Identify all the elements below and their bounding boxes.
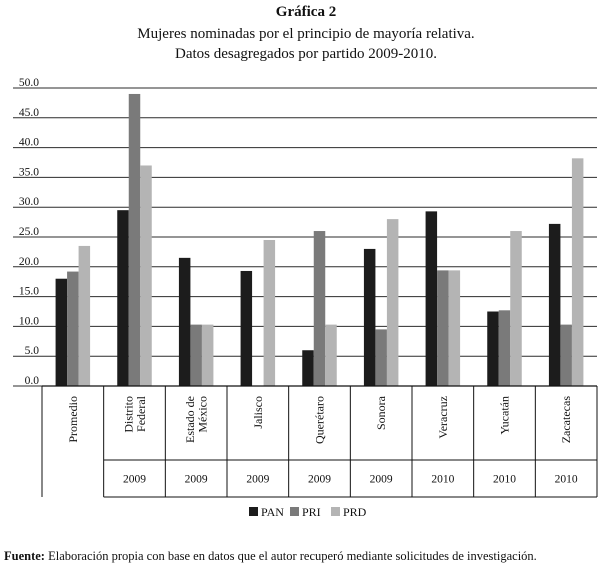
bar-prd	[140, 165, 152, 386]
bar-prd	[387, 219, 399, 386]
year-label: 2010	[493, 473, 516, 486]
legend-swatch-pan	[249, 507, 258, 516]
legend-swatch-pri	[290, 507, 299, 516]
year-label: 2009	[308, 473, 331, 486]
source-label: Fuente:	[4, 549, 45, 563]
year-label: 2009	[246, 473, 270, 486]
source-text: Elaboración propia con base en datos que el autor recuperó mediante solicitudes de investigación.	[44, 549, 537, 563]
bar-prd	[202, 325, 214, 386]
y-tick-label: 15.0	[18, 285, 39, 298]
chart-subtitle: Datos desagregados por partido 2009-2010.	[174, 46, 438, 62]
bar-pan	[241, 271, 253, 386]
source-note	[4, 549, 537, 564]
category-label: Querétaro	[312, 396, 327, 444]
bar-pan	[302, 350, 314, 386]
bar-pan	[426, 211, 438, 386]
y-tick-label: 30.0	[18, 196, 39, 209]
bar-pan	[56, 279, 67, 386]
year-label: 2009	[184, 473, 208, 486]
bar-pri	[560, 325, 572, 386]
category-label: Estado de	[182, 396, 197, 443]
y-tick-label: 5.0	[24, 345, 39, 358]
bar-pri	[314, 231, 326, 386]
bar-pan	[364, 249, 376, 386]
bar-pri	[129, 94, 141, 386]
category-label: Zacatecas	[559, 396, 574, 444]
category-label: Sonora	[374, 396, 389, 430]
legend-label: PRD	[343, 505, 367, 519]
bar-pri	[437, 270, 449, 386]
bar-pan	[549, 224, 561, 386]
y-tick-label: 25.0	[18, 226, 39, 238]
bar-pan	[179, 258, 191, 386]
year-label: 2010	[431, 473, 455, 486]
legend-label: PAN	[261, 505, 284, 519]
year-label: 2010	[554, 473, 578, 486]
bar-prd	[264, 240, 276, 386]
bar-pri	[190, 325, 202, 386]
category-label: México	[195, 396, 210, 433]
bar-prd	[572, 158, 584, 386]
category-label: Yucatán	[497, 396, 512, 435]
y-tick-label: 20.0	[18, 255, 39, 268]
y-tick-label: 50.0	[18, 77, 39, 89]
bar-prd	[325, 325, 337, 386]
category-label: Promedio	[65, 396, 80, 443]
bar-pan	[487, 312, 499, 387]
bar-prd	[510, 231, 522, 386]
category-label: Distrito	[121, 396, 136, 433]
category-label: Federal	[133, 396, 148, 432]
y-tick-label: 0.0	[24, 375, 39, 387]
bar-pri	[375, 329, 387, 386]
bar-pri	[499, 310, 511, 386]
bar-pan	[117, 210, 129, 386]
y-tick-label: 45.0	[18, 106, 39, 119]
y-tick-label: 35.0	[18, 166, 39, 179]
chart-number: Gráfica 2	[275, 4, 337, 20]
y-tick-label: 40.0	[18, 136, 39, 149]
bar-pri	[67, 272, 79, 386]
bar-prd	[79, 246, 91, 386]
legend-swatch-prd	[331, 507, 340, 516]
category-label: Veracruz	[435, 396, 450, 439]
bar-prd	[449, 270, 461, 386]
legend-label: PRI	[302, 505, 321, 519]
year-label: 2009	[123, 473, 146, 486]
category-label: Jalisco	[250, 396, 265, 429]
chart-title: Mujeres nominadas por el principio de mayoría relativa.	[137, 26, 475, 42]
y-tick-label: 10.0	[18, 315, 39, 328]
year-label: 2009	[369, 473, 393, 486]
